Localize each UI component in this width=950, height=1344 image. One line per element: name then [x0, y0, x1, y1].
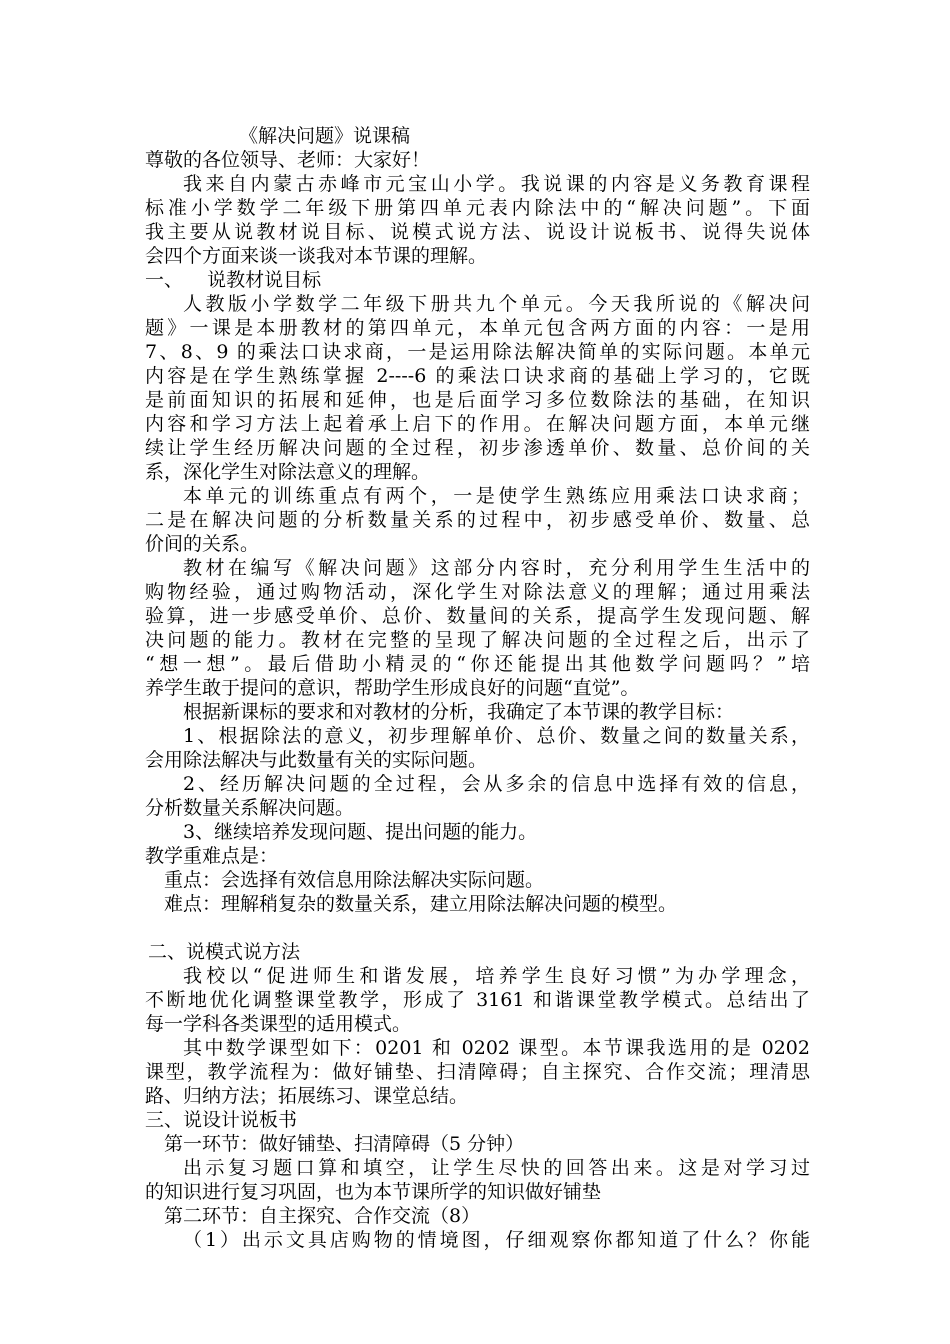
stage1-heading: 第一环节：做好铺垫、扫清障碍（5 分钟） [164, 1133, 525, 1155]
paragraph-line: 每一学科各类课型的适用模式。 [145, 1013, 412, 1035]
goal-line: 会用除法解决与此数量有关的实际问题。 [145, 749, 488, 771]
paragraph-line: 的知识进行复习巩固，也为本节课所学的知识做好铺垫 [145, 1181, 602, 1203]
paragraph-line: 不断地优化调整课堂教学，形成了 3161 和谐课堂教学模式。总结出了 [145, 989, 810, 1011]
intro-line: 我来自内蒙古赤峰市元宝山小学。我说课的内容是义务教育课程 [183, 173, 810, 195]
paragraph-line: 出示复习题口算和填空，让学生尽快的回答出来。这是对学习过 [183, 1157, 810, 1179]
paragraph-line: 其中数学课型如下：0201 和 0202 课型。本节课我选用的是 0202 [183, 1037, 810, 1059]
difficult-point: 难点：理解稍复杂的数量关系，建立用除法解决问题的模型。 [164, 893, 678, 915]
paragraph-line: 教材在编写《解决问题》这部分内容时，充分利用学生生活中的 [183, 557, 810, 579]
paragraph-line: 路、归纳方法；拓展练习、课堂总结。 [145, 1085, 469, 1107]
paragraph-line: 二是在解决问题的分析数量关系的过程中，初步感受单价、数量、总 [145, 509, 810, 531]
paragraph-line: 续让学生经历解决问题的全过程，初步渗透单价、数量、总价间的关 [145, 437, 810, 459]
paragraph-line: 内容是在学生熟练掌握 2----6 的乘法口诀求商的基础上学习的，它既 [145, 365, 810, 387]
stage2-heading: 第二环节：自主探究、合作交流（8） [164, 1205, 481, 1227]
paragraph-line: 内容和学习方法上起着承上启下的作用。在解决问题方面，本单元继 [145, 413, 810, 435]
section2-heading: 二、说模式说方法 [148, 941, 301, 963]
paragraph-line: 验算，进一步感受单价、总价、数量间的关系，提高学生发现问题、解 [145, 605, 810, 627]
paragraph-line: 7、8、9 的乘法口诀求商，一是运用除法解决简单的实际问题。本单元 [145, 341, 810, 363]
paragraph-line: 人教版小学数学二年级下册共九个单元。今天我所说的《解决问 [183, 293, 810, 315]
paragraph-line: 是前面知识的拓展和延伸，也是后面学习多位数除法的基础，在知识 [145, 389, 810, 411]
paragraph-line: 题》一课是本册教材的第四单元，本单元包含两方面的内容：一是用 [145, 317, 810, 339]
intro-line: 标准小学数学二年级下册第四单元表内除法中的“解决问题”。下面 [145, 197, 810, 219]
section3-heading: 三、说设计说板书 [145, 1109, 298, 1131]
intro-line: 会四个方面来谈一谈我对本节课的理解。 [145, 245, 488, 267]
goal-line: 分析数量关系解决问题。 [145, 797, 355, 819]
goal-line: 2、经历解决问题的全过程，会从多余的信息中选择有效的信息， [183, 773, 810, 795]
key-point: 重点：会选择有效信息用除法解决实际问题。 [164, 869, 545, 891]
paragraph-line: 价间的关系。 [145, 533, 260, 555]
paragraph-line: 课型，教学流程为：做好铺垫、扫清障碍；自主探究、合作交流；理清思 [145, 1061, 810, 1083]
paragraph-line: 购物经验，通过购物活动，深化学生对除法意义的理解；通过用乘法 [145, 581, 810, 603]
paragraph-line: 系，深化学生对除法意义的理解。 [145, 461, 431, 483]
paragraph-line: 养学生敢于提问的意识，帮助学生形成良好的问题“直觉”。 [145, 677, 640, 699]
key-heading: 教学重难点是： [145, 845, 279, 867]
doc-title: 《解决问题》说课稿 [239, 125, 411, 147]
intro-line: 我主要从说教材说目标、说模式说方法、说设计说板书、说得失说体 [145, 221, 810, 243]
paragraph-line: 根据新课标的要求和对教材的分析，我确定了本节课的教学目标： [183, 701, 735, 723]
paragraph-line: 本单元的训练重点有两个，一是使学生熟练应用乘法口诀求商； [183, 485, 810, 507]
goal-line: 1、根据除法的意义，初步理解单价、总价、数量之间的数量关系， [183, 725, 810, 747]
paragraph-line: 我校以“促进师生和谐发展，培养学生良好习惯”为办学理念， [183, 965, 810, 987]
paragraph-line: “想一想”。最后借助小精灵的“你还能提出其他数学问题吗？”培 [145, 653, 810, 675]
paragraph-line: （1）出示文具店购物的情境图，仔细观察你都知道了什么？你能 [183, 1229, 810, 1251]
greeting: 尊敬的各位领导、老师：大家好！ [145, 149, 431, 171]
section1-heading: 一、 说教材说目标 [145, 269, 322, 291]
goal-line: 3、继续培养发现问题、提出问题的能力。 [183, 821, 538, 843]
paragraph-line: 决问题的能力。教材在完整的呈现了解决问题的全过程之后，出示了 [145, 629, 810, 651]
